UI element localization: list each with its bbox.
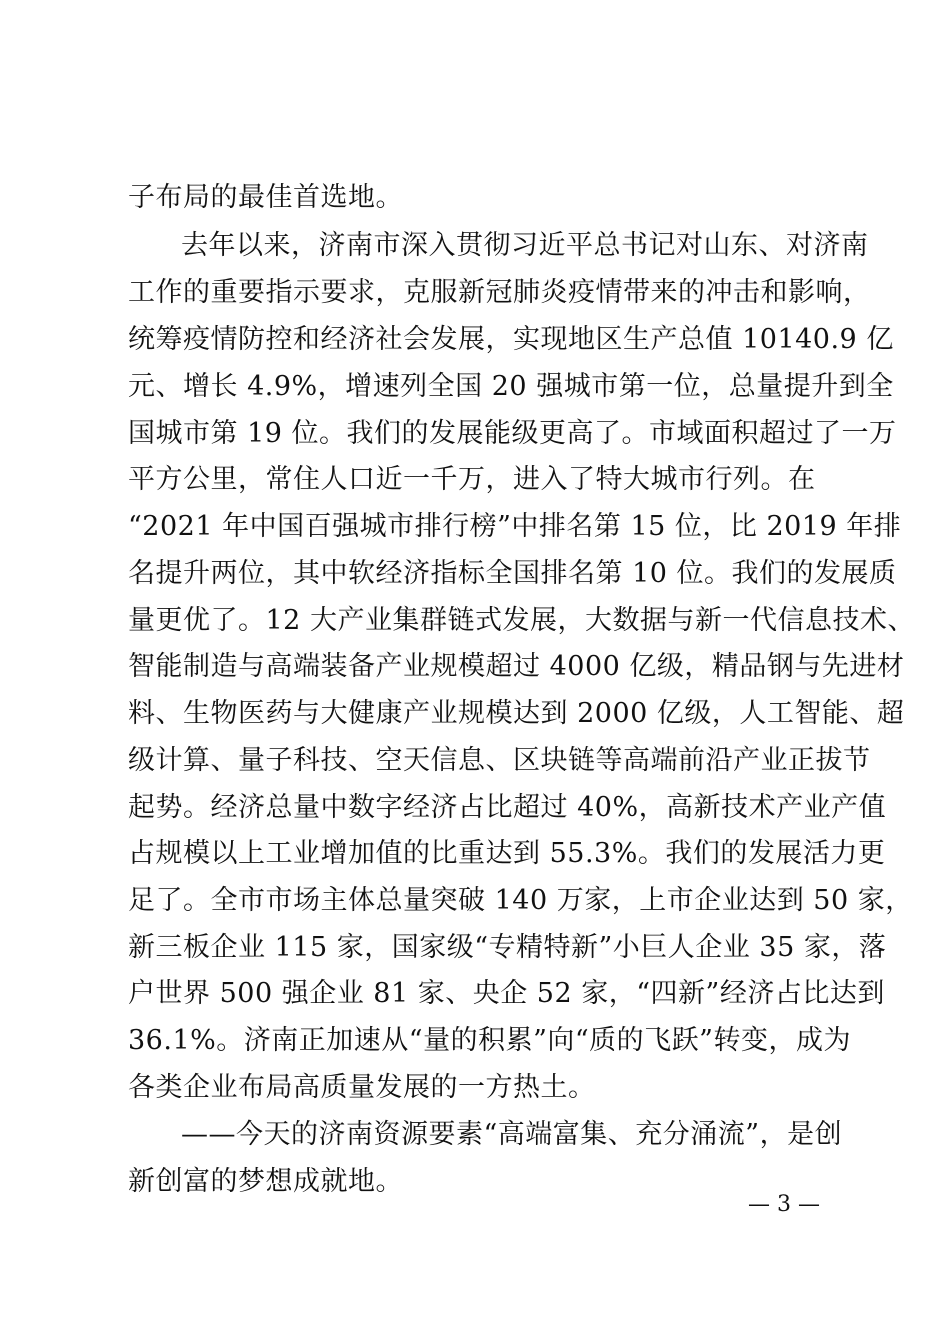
paragraph-1-line-9: 量更优了。12 大产业集群链式发展，大数据与新一代信息技术、 (128, 605, 915, 636)
paragraph-1-line-7: “2021 年中国百强城市排行榜”中排名第 15 位，比 2019 年排 (128, 511, 902, 542)
paragraph-1-line-12: 级计算、量子科技、空天信息、区块链等高端前沿产业正拔节 (128, 745, 871, 776)
paragraph-2-line-1: ——今天的济南资源要素“高端富集、充分涌流”，是创 (181, 1119, 843, 1150)
paragraph-1-line-17: 户世界 500 强企业 81 家、央企 52 家，“四新”经济占比达到 (128, 978, 885, 1009)
paragraph-1-line-13: 起势。经济总量中数字经济占比超过 40%，高新技术产业产值 (128, 792, 887, 823)
paragraph-1-line-16: 新三板企业 115 家，国家级“专精特新”小巨人企业 35 家，落 (128, 932, 887, 963)
paragraph-1-line-10: 智能制造与高端装备产业规模超过 4000 亿级，精品钢与先进材 (128, 651, 905, 682)
paragraph-1-line-8: 名提升两位，其中软经济指标全国排名第 10 位。我们的发展质 (128, 558, 897, 589)
paragraph-1-line-19: 各类企业布局高质量发展的一方热土。 (128, 1072, 596, 1103)
paragraph-1-line-18: 36.1%。济南正加速从“量的积累”向“质的飞跃”转变，成为 (128, 1025, 851, 1056)
paragraph-1-line-11: 料、生物医药与大健康产业规模达到 2000 亿级，人工智能、超 (128, 698, 905, 729)
page-number: — 3 — (748, 1192, 820, 1217)
paragraph-1-line-3: 统筹疫情防控和经济社会发展，实现地区生产总值 10140.9 亿 (128, 324, 894, 355)
paragraph-1-line-15: 足了。全市市场主体总量突破 140 万家，上市企业达到 50 家， (128, 885, 913, 916)
paragraph-1-line-2: 工作的重要指示要求，克服新冠肺炎疫情带来的冲击和影响， (128, 277, 871, 308)
paragraph-1-line-1: 去年以来，济南市深入贯彻习近平总书记对山东、对济南 (181, 230, 869, 261)
paragraph-2-line-2: 新创富的梦想成就地。 (128, 1166, 403, 1197)
paragraph-1-line-5: 国城市第 19 位。我们的发展能级更高了。市域面积超过了一万 (128, 418, 897, 449)
text-line-1: 子布局的最佳首选地。 (128, 182, 403, 213)
paragraph-1-line-4: 元、增长 4.9%，增速列全国 20 强城市第一位，总量提升到全 (128, 371, 894, 402)
paragraph-1-line-14: 占规模以上工业增加值的比重达到 55.3%。我们的发展活力更 (128, 838, 886, 869)
paragraph-1-line-6: 平方公里，常住人口近一千万，进入了特大城市行列。在 (128, 464, 816, 495)
